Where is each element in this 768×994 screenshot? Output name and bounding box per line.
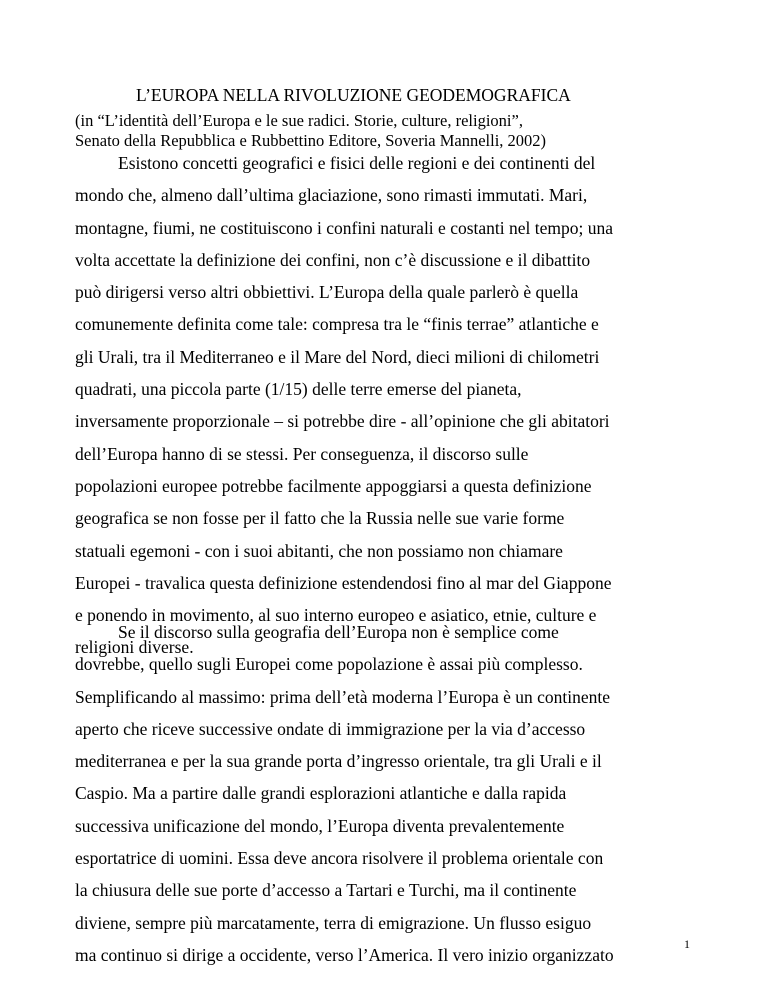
paragraph-line: esportatrice di uomini. Essa deve ancora risolvere il problema orientale con <box>75 848 604 869</box>
paragraph-line: dovrebbe, quello sugli Europei come popolazione è assai più complesso. <box>75 654 583 675</box>
source-citation <box>75 111 546 151</box>
paragraph-line: Europei - travalica questa definizione estendendosi fino al mar del Giappone <box>75 572 612 593</box>
paragraph-line: Esistono concetti geografici e fisici delle regioni e dei continenti del <box>118 153 596 173</box>
paragraph-line: montagne, fiumi, ne costituiscono i confini naturali e costanti nel tempo; una <box>75 217 613 238</box>
paragraph-line: diviene, sempre più marcatamente, terra di emigrazione. Un flusso esiguo <box>75 912 592 933</box>
source-line: Senato della Repubblica e Rubbettino Editore, Soveria Mannelli, 2002) <box>75 131 547 150</box>
paragraph-line: la chiusura delle sue porte d’accesso a Tartari e Turchi, ma il continente <box>75 880 577 901</box>
paragraph-line: popolazioni europee potrebbe facilmente appoggiarsi a questa definizione <box>75 475 592 496</box>
page-number: 1 <box>684 937 690 951</box>
paragraph-line: volta accettate la definizione dei confini, non c’è discussione e il dibattito <box>75 249 591 270</box>
paragraph-line: e ponendo in movimento, al suo interno europeo e asiatico, etnie, culture e <box>75 605 597 626</box>
paragraph-line: gli Urali, tra il Mediterraneo e il Mare del Nord, dieci milioni di chilometri <box>75 346 600 367</box>
paragraph-line: aperto che riceve successive ondate di immigrazione per la via d’accesso <box>75 718 586 739</box>
paragraph-line: Se il discorso sulla geografia dell’Europa non è semplice come <box>118 622 559 642</box>
paragraph-line: religioni diverse. <box>75 637 194 658</box>
paragraph-line: può dirigersi verso altri obbiettivi. L’Europa della quale parlerò è quella <box>75 282 579 303</box>
body-paragraph <box>75 147 715 664</box>
paragraph-line: Caspio. Ma a partire dalle grandi esplorazioni atlantiche e dalla rapida <box>75 783 567 804</box>
paragraph-line: successiva unificazione del mondo, l’Europa diventa prevalentemente <box>75 815 565 836</box>
paragraph-line: ma continuo si dirige a occidente, verso l’America. Il vero inizio organizzato <box>75 944 614 965</box>
paragraph-line: comunemente definita come tale: compresa tra le “finis terrae” atlantiche e <box>75 314 599 335</box>
source-line: (in “L’identità dell’Europa e le sue radici. Storie, culture, religioni”, <box>75 111 523 130</box>
paragraph-line: statuali egemoni - con i suoi abitanti, che non possiamo non chiamare <box>75 540 563 561</box>
paragraph-line: quadrati, una piccola parte (1/15) delle terre emerse del pianeta, <box>75 379 522 400</box>
body-paragraph <box>75 616 715 971</box>
paragraph-line: dell’Europa hanno di se stessi. Per conseguenza, il discorso sulle <box>75 443 529 464</box>
paragraph-line: Semplificando al massimo: prima dell’età moderna l’Europa è un continente <box>75 686 611 707</box>
paragraph-line: mediterranea e per la sua grande porta d’ingresso orientale, tra gli Urali e il <box>75 751 602 772</box>
document-title: L’EUROPA NELLA RIVOLUZIONE GEODEMOGRAFICA <box>136 85 571 105</box>
paragraph-line: mondo che, almeno dall’ultima glaciazione, sono rimasti immutati. Mari, <box>75 185 588 206</box>
paragraph-line: geografica se non fosse per il fatto che la Russia nelle sue varie forme <box>75 508 565 529</box>
paragraph-line: inversamente proporzionale – si potrebbe dire - all’opinione che gli abitatori <box>75 411 610 432</box>
